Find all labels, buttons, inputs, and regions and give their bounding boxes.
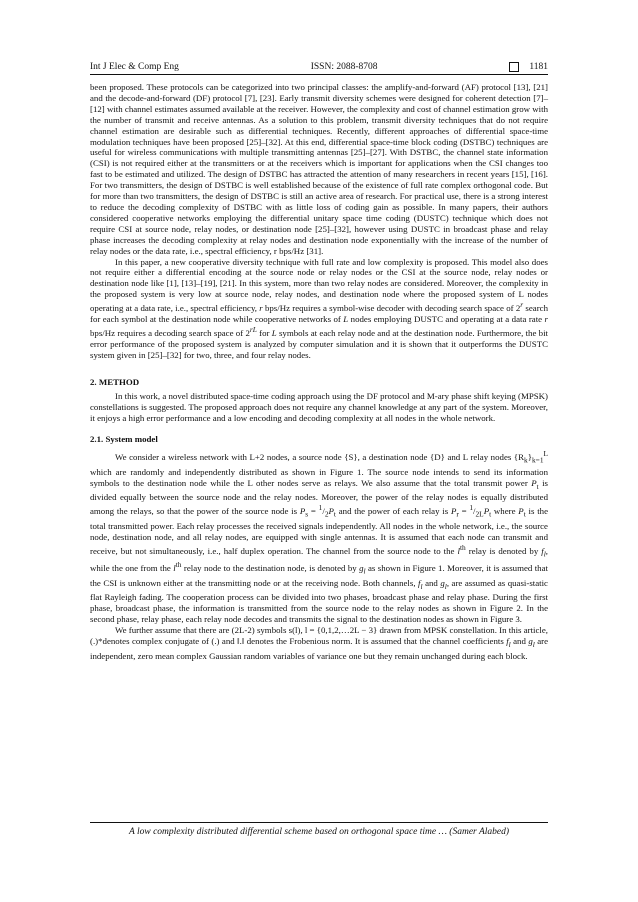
footer-rule — [90, 822, 548, 823]
paragraph: In this work, a novel distributed space-time coding approach using the DF protocol and M-ary phase shift keying (MPSK) constellations is suggested. The proposed approach does not require any channel knowledge at any part of the system. Moreover, it enjoys a high error performance and a low encoding and decoding complexity at all nodes in the whole network. — [90, 391, 548, 424]
section-heading: 2. METHOD — [90, 376, 140, 387]
checkbox-icon — [509, 62, 519, 72]
paragraph: been proposed. These protocols can be categorized into two principal classes: the amplify-and-forward (AF) protocol [13], [21] and the decode-and-forward (DF) protocol [7], [23]. Early transmit diversity schemes were designed for coherent detection [7]–[12] with channel estimates assumed available at the receiver. However, the complexity and cost of channel estimation grow with the number of transmit and receive antennas. As a solution to this problem, transmit diversity techniques that do not require channel estimation are desirable such as differential techniques. Recently, different approaches of differential space-time modulation techniques have been proposed [25]–[32]. At this end, differential space-time block coding (DSTBC) techniques are useful for wireless communications with multiple transmitting antennas [25]–[27]. With DSTBC, the channel state information (CSI) is not required either at the transmitters or at the receivers which is important for applications when the CSI changes too fast to be estimated and utilized. The design of DSTBC has attracted the attention of many researchers in recent years [15], [16]. For two transmitters, the design of DSTBC is well established because of the existence of full rate complex orthogonal code. But for more than two transmitters, the design of DSTBC is still an active area of research. For practical use, there is a strong interest to reduce the decoding complexity of DSTBC with as little loss of coding gain as possible. In many papers, their authors considered cooperative networks employing the differential unitary space time coding (DUSTC) technique which does not require CSI at source node, relay nodes, or destination node [25]–[32], however using DUSTC in broadcast phase and relay phase increases the decoding complexity at relay nodes and destination node exponentially with the increase of the number of relay nodes or the data rate, i.e., spectral efficiency, r bps/Hz [31]. — [90, 82, 548, 256]
journal-name: Int J Elec & Comp Eng — [90, 62, 179, 72]
paragraph: In this paper, a new cooperative diversity technique with full rate and low complexity is proposed. This model also does not require either a differential encoding at the source node or relay nodes or the CSI at the source node, relay nodes or destination node like [1], [13]–[19], [21]. In this system, more than two relay nodes are considered. Moreover, the complexity in the proposed system is very low at source node, relay nodes, and destination node where the proposed system of L nodes operating at a data rate, i.e., spectral efficiency, r bps/Hz requires a symbol-wise decoder with decoding search space of 2$^r$ search for each symbol at the destination node while cooperative networks of L nodes employing DUSTC and operating at a data rate r bps/Hz requires a decoding search space of $2^{rL}$ for L symbols at each relay node and at the destination node. Furthermore, the bit error performance of the proposed system is analyzed by computer simulation and it is shown that it outperforms the DUSTC system given in [25]–[32] for two, three, and four relay nodes. — [90, 256, 549, 360]
paragraph: We consider a wireless network with L+2 nodes, a source node {S}, a destination node {D} and L relay nodes $\{R_k\}_{k=1}^L$ which are randomly and independently distributed as shown in Figure 1. The source node intends to send its information symbols to the destination node while the L other nodes serve as relays. We also assume that the total transmit power $P_t$ is divided equally between the source node and the relay nodes. Moreover, the power of the relay nodes is equally distributed among the relays, so that the power of the source node is $P_s = ^1/_2P_t$ and the power of each relay is $P_r = ^1/_{2L}P_t$ where $P_t$ is the total transmitted power. Each relay processes the received signals independently. All nodes in the whole network, i.e., the source node, destination node, and all relay nodes, are equipped with single antennas. It is assumed that each node can transmit and receive, but not simultaneously, i.e., half duplex operation. The channel from the source node to the $l^{th}$ relay is denoted by $f_l$, while the one from the $l^{th}$ relay node to the destination node, is denoted by $g_l$ as shown in Figure 1. Moreover, it is assumed that the CSI is unknown either at the transmitting node or at the receiving node. Both channels, $f_l$ and $g_l$, are assumed as quasi-static flat Rayleigh fading. The cooperation process can be divided into two phases, broadcast phase and relay phase. During the first phase, broadcast phase, the information is transmitted from the source node to the relay nodes as shown in Figure 2. In the second phase, relay phase, each relay node decodes and transmits the signal to the destination nodes as shown in Figure 3. — [90, 449, 549, 625]
paragraph: We further assume that there are (2L-2) symbols s(l), l = {0,1,2,…2L − 3} drawn from MPSK constellation. In this article, (.)*denotes complex conjugate of (.) and ‖.‖ denotes the Frobenious norm. It is assumed that the channel coefficients $f_l$ and $g_l$ are independent, zero mean complex Gaussian random variables of variance one but they remain unchanged during each block. — [90, 625, 549, 661]
issn: ISSN: 2088-8708 — [310, 62, 378, 72]
body-text — [90, 82, 548, 662]
running-footer: A low complexity distributed differential scheme based on orthogonal space time … (Samer Alabed) — [128, 827, 510, 837]
header-right — [509, 62, 548, 72]
page-number: 1181 — [529, 62, 548, 72]
running-header — [90, 56, 548, 72]
header-rule — [90, 74, 548, 75]
subsection-heading: 2.1. System model — [90, 434, 158, 445]
